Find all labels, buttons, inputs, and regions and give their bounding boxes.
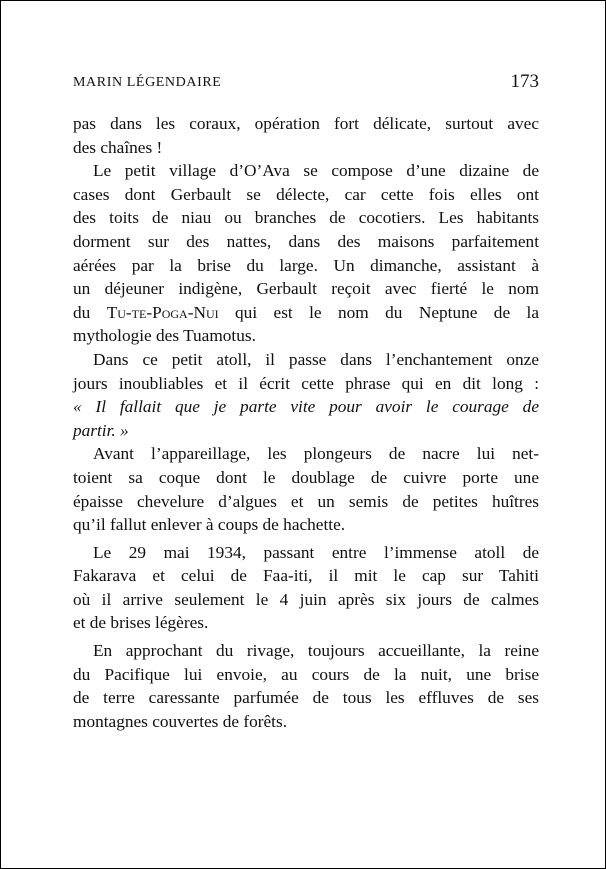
running-head [73, 71, 539, 95]
text-line: jours inoubliables et il écrit cette phrase qui en dit long : [73, 373, 539, 393]
quote-line: partir. » [73, 420, 129, 440]
paragraph-4 [73, 442, 539, 536]
paragraph-5 [73, 541, 539, 635]
text-line: et de brises légères. [73, 613, 209, 633]
text-line: un déjeuner indigène, Gerbault reçoit avec fierté le nom [73, 279, 539, 299]
neptune-name: Tu-te-Poga-Nui [106, 302, 219, 322]
text-line: pas dans les coraux, opération fort délicate, surtout avec [73, 114, 539, 133]
text-line: Avant l’appareillage, les plongeurs de nacre lui net- [93, 444, 539, 464]
text-line: cases dont Gerbault se délecte, car cette fois elles ont [73, 184, 539, 204]
text-line: où il arrive seulement le 4 juin après six jours de calmes [73, 589, 539, 609]
body-text [73, 112, 539, 733]
text-line: des chaînes ! [73, 137, 163, 157]
running-title: MARIN LÉGENDAIRE [73, 75, 222, 90]
text-line: épaisse chevelure d’algues et un semis de petites huîtres [73, 491, 539, 511]
paragraph-1 [73, 112, 539, 159]
text-line: toient sa coque dont le doublage de cuivre porte une [73, 467, 539, 487]
text-line: dorment sur des nattes, dans des maisons parfaitement [73, 231, 539, 251]
text-line: montagnes couvertes de forêts. [73, 711, 288, 731]
text-line: de terre caressante parfumée de tous les effluves de ses [73, 688, 539, 708]
text-line: mythologie des Tuamotus. [73, 326, 256, 346]
paragraph-2 [73, 159, 539, 348]
text-line: En approchant du rivage, toujours accueillante, la reine [93, 641, 539, 661]
text-fragment: du [73, 302, 91, 322]
text-line: aérées par la brise du large. Un dimanche, assistant à [73, 255, 539, 275]
text-line: Dans ce petit atoll, il passe dans l’enchantement onze [93, 349, 539, 369]
text-line: du Pacifique lui envoie, au cours de la nuit, une brise [73, 664, 539, 684]
text-line: Le 29 mai 1934, passant entre l’immense atoll de [93, 542, 539, 562]
text-line: des toits de niau ou branches de cocotiers. Les habitants [73, 208, 539, 228]
quote-line: « Il fallait que je parte vite pour avoir le courage de [73, 397, 539, 417]
text-line: qu’il fallut enlever à coups de hachette. [73, 515, 346, 535]
text-line [73, 301, 539, 325]
text-fragment: qui est le nom du Neptune de la [235, 302, 539, 322]
text-line: Fakarava et celui de Faa-iti, il mit le cap sur Tahiti [73, 566, 539, 586]
paragraph-3 [73, 348, 539, 442]
paragraph-6 [73, 639, 539, 733]
page-number: 173 [510, 71, 539, 92]
text-line: Le petit village d’O’Ava se compose d’une dizaine de [93, 161, 539, 181]
